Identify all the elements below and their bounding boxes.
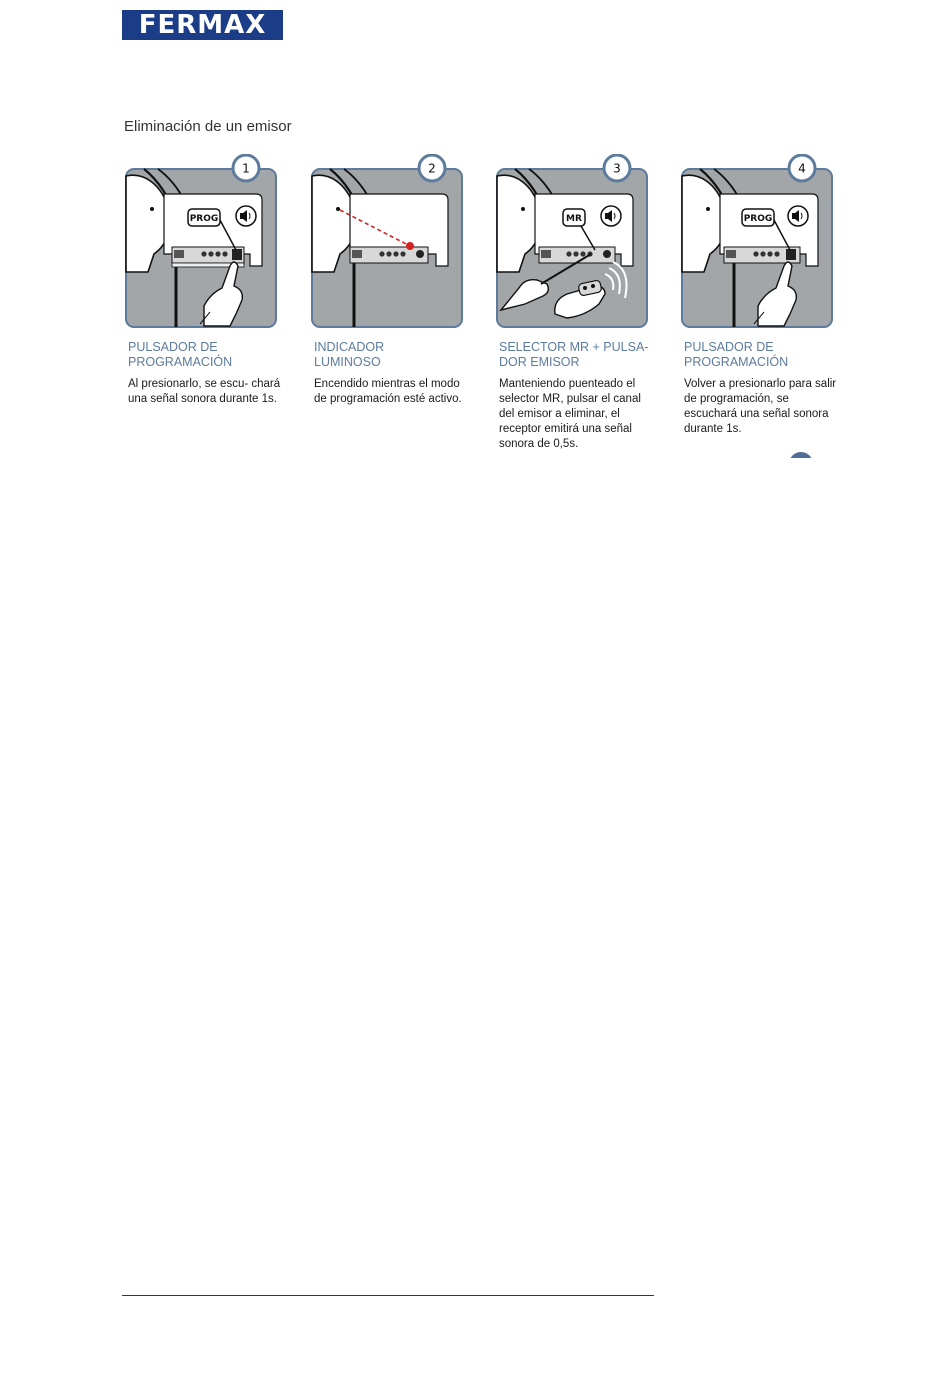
step-description: Volver a presionarlo para salir de programación, se escuchará una señal sonora durante 1s. — [684, 378, 837, 435]
prog-badge-label: PROG — [743, 214, 773, 224]
step-number: 1 — [242, 161, 250, 176]
step-description: Manteniendo puenteado el selector MR, pulsar el canal del emisor a eliminar, el receptor emitirá una señal sonora de 0,5s. — [499, 378, 641, 450]
step-title: PULSADOR DE PROGRAMACIÓN — [684, 340, 789, 369]
prog-badge-label: PROG — [189, 214, 219, 224]
step-title: PULSADOR DE PROGRAMACIÓN — [128, 340, 233, 369]
step-3-illustration — [495, 154, 651, 330]
led-indicator — [406, 242, 414, 250]
fermax-logo — [122, 10, 283, 40]
step-1-illustration — [124, 154, 280, 330]
step-4-illustration — [680, 154, 836, 330]
step-title: INDICADOR LUMINOSO — [314, 340, 385, 369]
step-title: SELECTOR MR + PULSA- DOR EMISOR — [499, 340, 649, 369]
step-number: 3 — [613, 161, 621, 176]
section-title: Eliminación de un emisor — [124, 118, 292, 135]
step-description: Al presionarlo, se escu- chará una señal sonora durante 1s. — [128, 378, 281, 405]
logo-text: FERMAX — [138, 10, 267, 40]
speaker-icon — [788, 206, 808, 226]
speaker-icon — [236, 206, 256, 226]
step-number: 4 — [798, 161, 806, 176]
next-step-badge-fragment — [789, 452, 813, 458]
step-description: Encendido mientras el modo de programación esté activo. — [314, 378, 462, 405]
footer-divider — [122, 1295, 654, 1296]
speaker-icon — [601, 206, 621, 226]
step-2-illustration — [310, 154, 466, 330]
mr-badge-label: MR — [566, 214, 582, 224]
step-number: 2 — [428, 161, 436, 176]
